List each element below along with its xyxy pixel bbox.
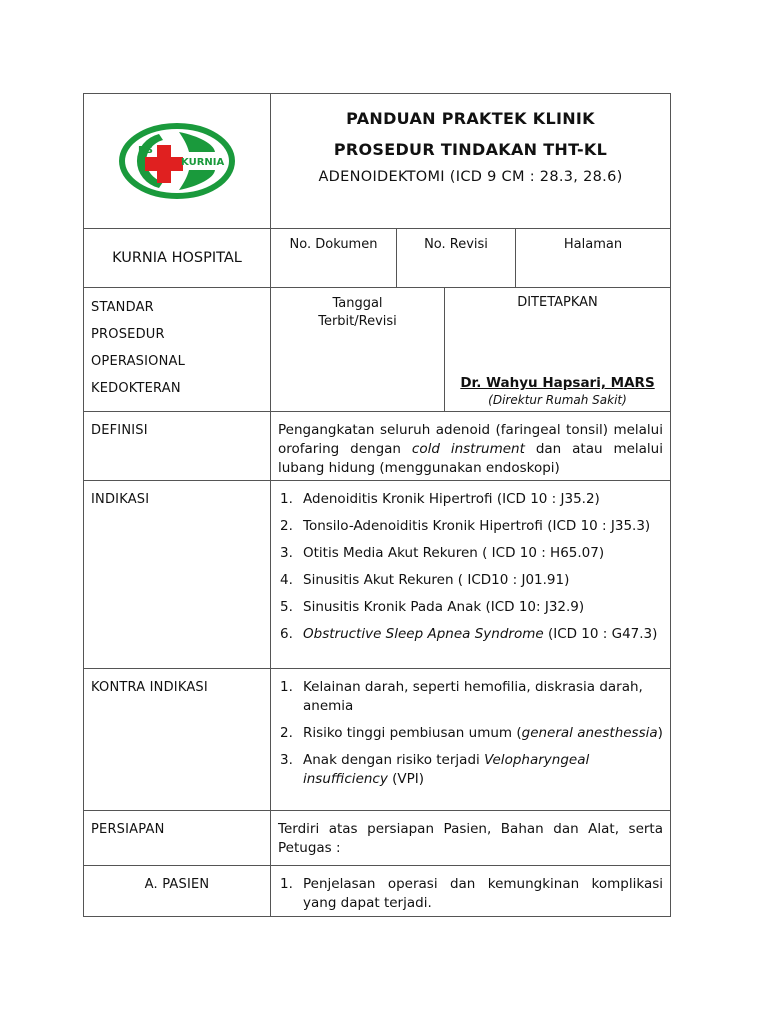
- sop-row: [83, 288, 671, 412]
- list-item: [278, 598, 663, 617]
- list-item-italic: Obstructive Sleep Apnea Syndrome: [303, 626, 544, 642]
- document-subtitle: ADENOIDEKTOMI (ICD 9 CM : 28.3, 28.6): [318, 169, 623, 185]
- persiapan-label: PERSIAPAN: [84, 811, 271, 865]
- tanggal-label: Tanggal: [332, 296, 383, 311]
- list-item: [278, 678, 663, 716]
- indikasi-row: [83, 481, 671, 669]
- pasien-row: [83, 866, 671, 917]
- list-item-text: Penjelasan operasi dan kemungkinan komplikasi yang dapat terjadi.: [303, 876, 663, 911]
- list-number: 1.: [280, 876, 293, 892]
- list-item-text: Risiko tinggi pembiusan umum (: [303, 725, 522, 741]
- persiapan-text: Terdiri atas persiapan Pasien, Bahan dan Alat, serta Petugas :: [278, 821, 663, 856]
- list-item-text: Sinusitis Akut Rekuren ( ICD10 : J01.91): [303, 572, 570, 588]
- director-title: (Direktur Rumah Sakit): [488, 393, 627, 407]
- list-item-text: ): [657, 725, 663, 741]
- list-number: 1.: [280, 491, 293, 507]
- title-line-1: PANDUAN PRAKTEK KLINIK: [346, 109, 595, 128]
- logo-brand-text: KURNIA: [181, 157, 225, 168]
- title-cell: [271, 94, 670, 228]
- pasien-label: A. PASIEN: [84, 866, 271, 916]
- header-row: [83, 93, 671, 229]
- sop-label: [84, 288, 271, 411]
- hospital-row: [83, 229, 671, 288]
- list-item-italic: general anesthessia: [521, 725, 658, 741]
- ditetapkan-label: DITETAPKAN: [517, 295, 598, 310]
- list-item: [278, 751, 663, 789]
- definisi-text: [271, 412, 670, 480]
- pasien-content: [271, 866, 670, 916]
- kontra-label: KONTRA INDIKASI: [84, 669, 271, 810]
- tanggal-terbit-cell: [271, 288, 445, 411]
- list-item: [278, 517, 663, 536]
- list-number: 4.: [280, 572, 293, 588]
- definisi-row: [83, 412, 671, 481]
- list-number: 2.: [280, 518, 293, 534]
- list-item-text: Adenoiditis Kronik Hipertrofi (ICD 10 : J35.2): [303, 491, 600, 507]
- ditetapkan-cell: [445, 288, 670, 411]
- pasien-list: [278, 875, 663, 913]
- title-line-2: PROSEDUR TINDAKAN THT-KL: [333, 140, 608, 159]
- list-item: [278, 490, 663, 509]
- list-item-text: Kelainan darah, seperti hemofilia, diskrasia darah, anemia: [303, 679, 643, 714]
- list-item: [278, 544, 663, 563]
- logo-cell: [84, 94, 271, 228]
- persiapan-row: [83, 811, 671, 866]
- no-revisi-label: No. Revisi: [397, 229, 516, 287]
- halaman-label: Halaman: [563, 237, 623, 252]
- definisi-text-a: Pengangkatan seluruh adenoid (faringeal tonsil) melalui orofaring dengan: [278, 422, 663, 457]
- indikasi-content: [271, 481, 670, 668]
- list-item-text: Anak dengan risiko terjadi: [303, 752, 485, 768]
- sop-label-line: STANDAR: [91, 300, 154, 315]
- indikasi-list: [278, 490, 663, 644]
- sop-label-line: OPERASIONAL: [91, 354, 186, 369]
- logo-rs-text: RS: [138, 145, 153, 156]
- list-item: [278, 625, 663, 644]
- hospital-logo: [119, 122, 235, 200]
- kontra-row: [83, 669, 671, 811]
- list-item: [278, 875, 663, 913]
- doc-meta-cells: [271, 229, 670, 287]
- list-item-italic: Velopharyngeal insufficiency: [303, 752, 590, 787]
- hospital-name: KURNIA HOSPITAL: [84, 229, 271, 287]
- kontra-content: [271, 669, 670, 810]
- document-table: [83, 93, 671, 917]
- list-number: 6.: [280, 626, 293, 642]
- sop-label-line: PROSEDUR: [91, 327, 165, 342]
- list-item-text: (ICD 10 : G47.3): [543, 626, 658, 642]
- director-name: Dr. Wahyu Hapsari, MARS: [460, 375, 655, 391]
- definisi-text-b: dan atau melalui lubang hidung (menggunakan endoskopi): [278, 441, 663, 476]
- sop-label-line: KEDOKTERAN: [91, 381, 181, 396]
- sop-content: [271, 288, 670, 411]
- no-dokumen-label: No. Dokumen: [271, 229, 397, 287]
- list-item: [278, 724, 663, 743]
- list-item-text: Tonsilo-Adenoiditis Kronik Hipertrofi (ICD 10 : J35.3): [303, 518, 651, 534]
- list-number: 3.: [280, 545, 293, 561]
- indikasi-label: INDIKASI: [84, 481, 271, 668]
- list-number: 3.: [280, 752, 293, 768]
- kontra-list: [278, 678, 663, 789]
- list-item-text: Otitis Media Akut Rekuren ( ICD 10 : H65.07): [303, 545, 605, 561]
- list-item-text: (VPI): [387, 771, 425, 787]
- list-item: [278, 571, 663, 590]
- terbit-revisi-label: Terbit/Revisi: [318, 314, 397, 329]
- definisi-label: DEFINISI: [84, 412, 271, 480]
- list-number: 2.: [280, 725, 293, 741]
- list-item-text: Sinusitis Kronik Pada Anak (ICD 10: J32.9): [303, 599, 585, 615]
- definisi-text-italic: cold instrument: [411, 441, 525, 457]
- list-number: 1.: [280, 679, 293, 695]
- list-number: 5.: [280, 599, 293, 615]
